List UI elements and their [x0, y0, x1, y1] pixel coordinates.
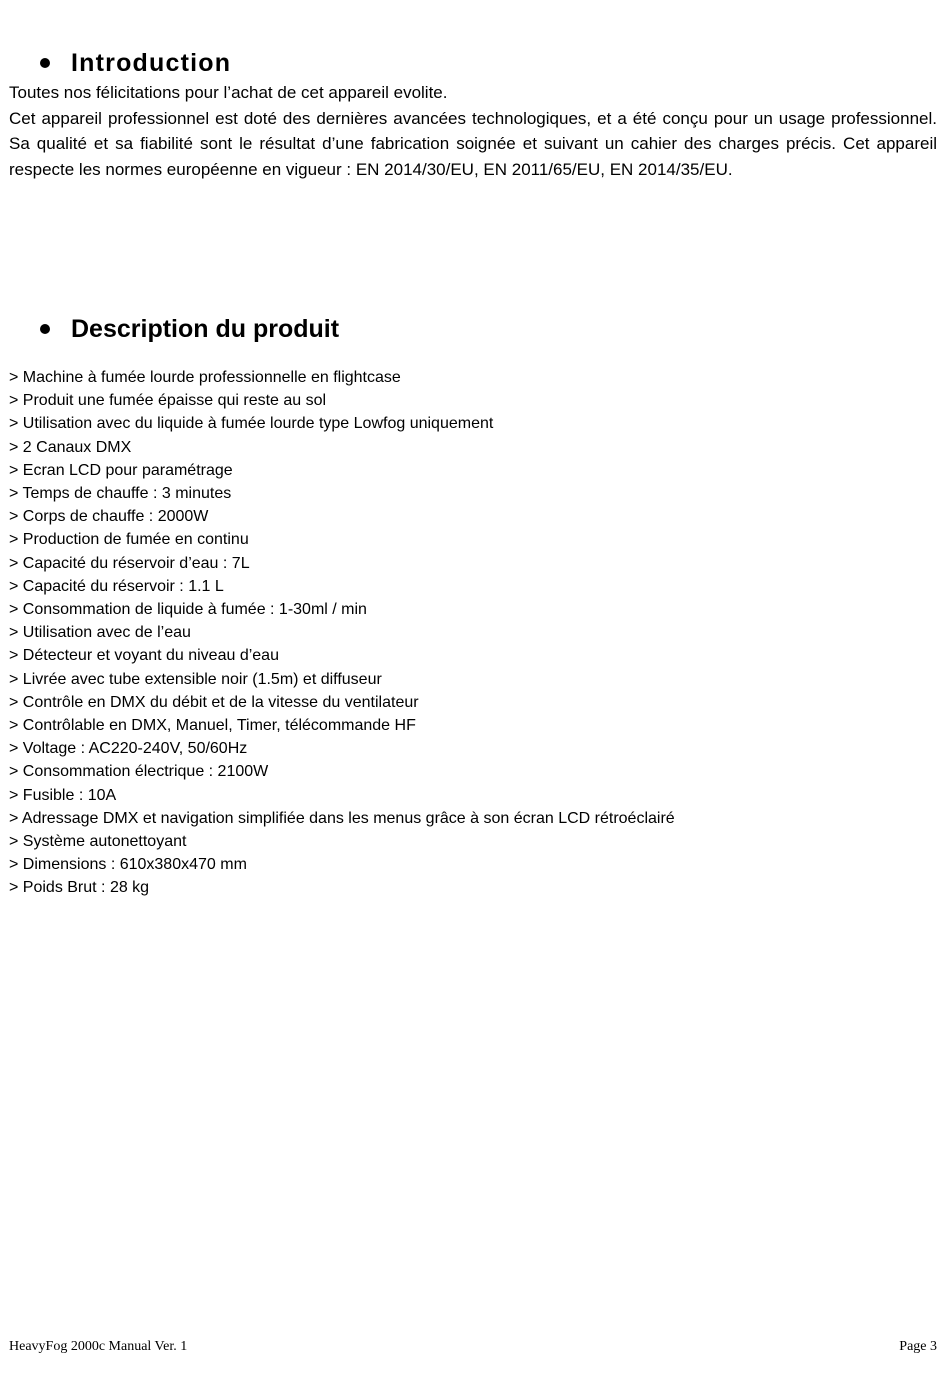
- description-heading-text: Description du produit: [71, 315, 340, 343]
- feature-item: > Contrôle en DMX du débit et de la vitesse du ventilateur: [9, 693, 419, 711]
- introduction-heading-text: Introduction: [71, 49, 232, 77]
- feature-item: > Ecran LCD pour paramétrage: [9, 461, 233, 479]
- feature-item: > Adressage DMX et navigation simplifiée dans les menus grâce à son écran LCD rétroéclairé: [9, 809, 675, 827]
- product-feature-list: [9, 366, 675, 900]
- introduction-paragraph-1: Toutes nos félicitations pour l’achat de cet appareil evolite.: [9, 83, 448, 102]
- feature-item: > Consommation de liquide à fumée : 1-30ml / min: [9, 601, 367, 619]
- feature-item: > 2 Canaux DMX: [9, 438, 132, 456]
- feature-item: > Production de fumée en continu: [9, 531, 249, 549]
- feature-item: > Machine à fumée lourde professionnelle en flightcase: [9, 369, 401, 386]
- feature-item: > Utilisation avec du liquide à fumée lourde type Lowfog uniquement: [9, 415, 494, 433]
- bullet-icon: [40, 324, 50, 334]
- feature-item: > Fusible : 10A: [9, 786, 117, 804]
- feature-item: > Capacité du réservoir d’eau : 7L: [9, 554, 250, 572]
- feature-item: > Utilisation avec de l’eau: [9, 624, 191, 642]
- bullet-icon: [40, 58, 50, 68]
- feature-item: > Temps de chauffe : 3 minutes: [9, 485, 232, 503]
- feature-item: > Corps de chauffe : 2000W: [9, 508, 209, 526]
- description-heading: [40, 314, 339, 344]
- introduction-heading: [40, 48, 231, 78]
- footer-manual-version: HeavyFog 2000c Manual Ver. 1: [9, 1339, 188, 1354]
- feature-item: > Produit une fumée épaisse qui reste au sol: [9, 392, 327, 410]
- feature-item: > Dimensions : 610x380x470 mm: [9, 856, 247, 874]
- feature-item: > Capacité du réservoir : 1.1 L: [9, 577, 224, 595]
- feature-item: > Voltage : AC220-240V, 50/60Hz: [9, 740, 248, 758]
- feature-item: > Livrée avec tube extensible noir (1.5m) et diffuseur: [9, 670, 382, 688]
- footer-page-number: Page 3: [899, 1339, 937, 1354]
- introduction-text: [9, 80, 937, 182]
- introduction-paragraph-2: Cet appareil professionnel est doté des dernières avancées technologiques, et a été conçu pour un usage professionnel. Sa qualité et sa fiabilité sont le résultat d’une fabrication soignée et suivant un cahier des charges précis. Cet appareil respecte les normes européenne en vigueur : EN 2014/30/EU, EN 2011/65/EU, EN 2014/35/EU.: [9, 108, 937, 179]
- feature-item: > Détecteur et voyant du niveau d’eau: [9, 647, 279, 665]
- feature-item: > Poids Brut : 28 kg: [9, 879, 150, 897]
- feature-item: > Système autonettoyant: [9, 833, 187, 851]
- feature-item: > Contrôlable en DMX, Manuel, Timer, télécommande HF: [9, 717, 416, 735]
- feature-item: > Consommation électrique : 2100W: [9, 763, 269, 781]
